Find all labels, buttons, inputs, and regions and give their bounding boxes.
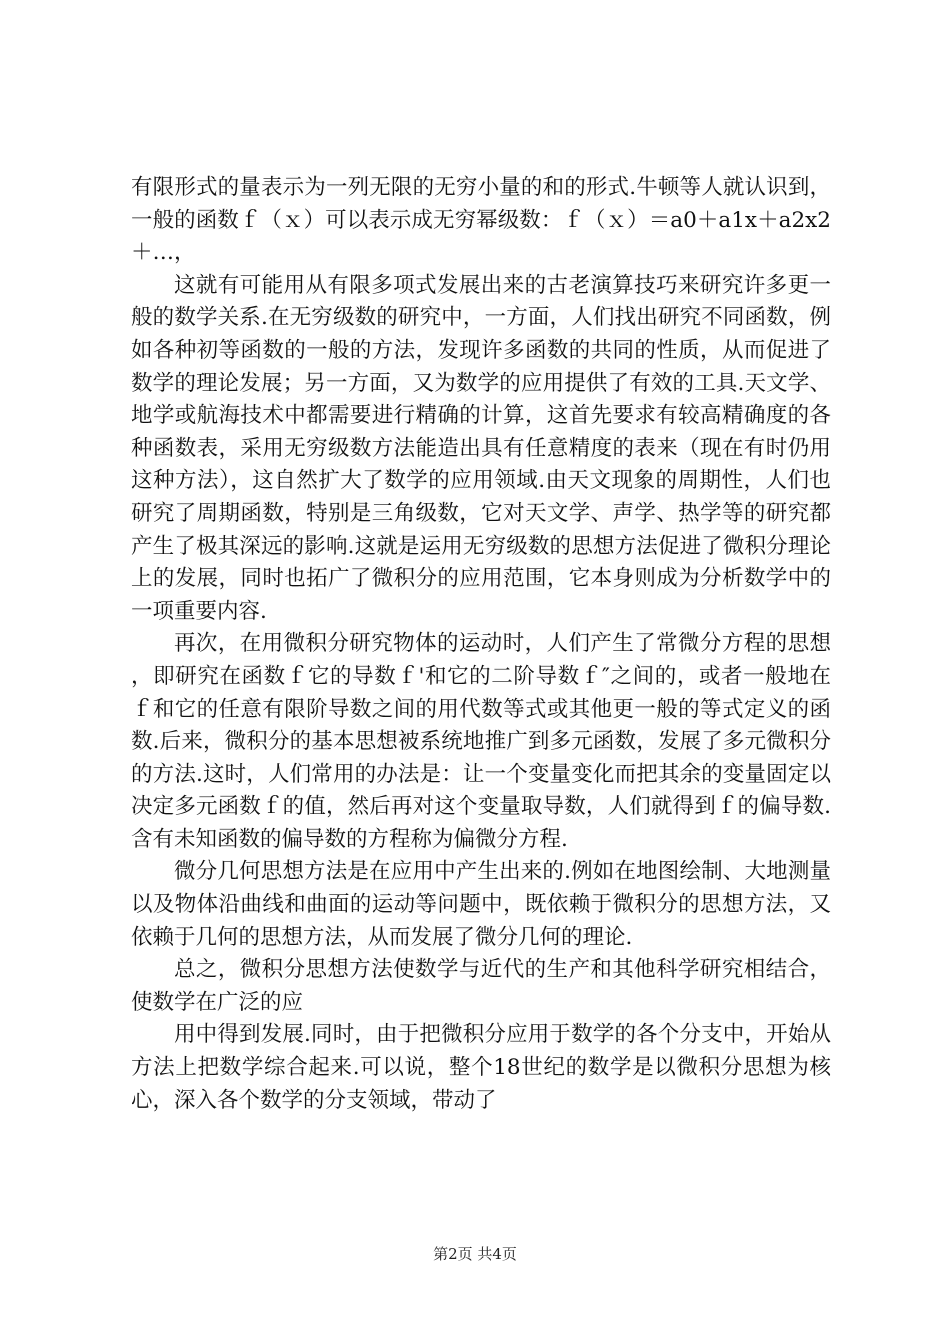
paragraph-2: 这就有可能用从有限多项式发展出来的古老演算技巧来研究许多更一般的数学关系.在无穷级数的研究中，一方面，人们找出研究不同函数，例如各种初等函数的一般的方法，发现许多函数的共同的性质，从而促进了数学的理论发展；另一方面，又为数学的应用提供了有效的工具.天文学、地学或航海技术中都需要进行精确的计算，这首先要求有较高精确度的各种函数表，采用无穷级数方法能造出具有任意精度的表来（现在有时仍用这种方法），这自然扩大了数学的应用领域.由天文现象的周期性，人们也研究了周期函数，特别是三角级数，它对天文学、声学、热学等的研究都产生了极其深远的影响.这就是运用无穷级数的思想方法促进了微积分理论上的发展，同时也拓广了微积分的应用范围，它本身则成为分析数学中的一项重要内容. xyxy=(131,272,831,624)
paragraph-1: 有限形式的量表示为一列无限的无穷小量的和的形式.牛顿等人就认识到，一般的函数ｆ（ｘ）可以表示成无穷幂级数：ｆ（ｘ）＝a0＋a1x＋a2x2＋…， xyxy=(131,175,831,266)
body-text xyxy=(131,172,831,1117)
paragraph-4: 微分几何思想方法是在应用中产生出来的.例如在地图绘制、大地测量以及物体沿曲线和曲面的运动等问题中，既依赖于微积分的思想方法，又依赖于几何的思想方法，从而发展了微分几何的理论. xyxy=(131,859,831,950)
page-footer xyxy=(0,1244,950,1264)
paragraph-6: 用中得到发展.同时，由于把微积分应用于数学的各个分支中，开始从方法上把数学综合起来.可以说，整个18世纪的数学是以微积分思想为核心，深入各个数学的分支领域，带动了 xyxy=(131,1022,831,1113)
page-number: 第2页 共4页 xyxy=(433,1245,517,1263)
paragraph-5: 总之，微积分思想方法使数学与近代的生产和其他科学研究相结合，使数学在广泛的应 xyxy=(131,957,831,1015)
paragraph-3: 再次，在用微积分研究物体的运动时，人们产生了常微分方程的思想，即研究在函数ｆ它的导数ｆ'和它的二阶导数ｆ″之间的，或者一般地在ｆ和它的任意有限阶导数之间的用代数等式或其他更一般的等式定义的函数.后来，微积分的基本思想被系统地推广到多元函数，发展了多元微积分的方法.这时，人们常用的办法是：让一个变量变化而把其余的变量固定以决定多元函数ｆ的值，然后再对这个变量取导数，人们就得到ｆ的偏导数.含有未知函数的偏导数的方程称为偏微分方程. xyxy=(131,631,831,852)
